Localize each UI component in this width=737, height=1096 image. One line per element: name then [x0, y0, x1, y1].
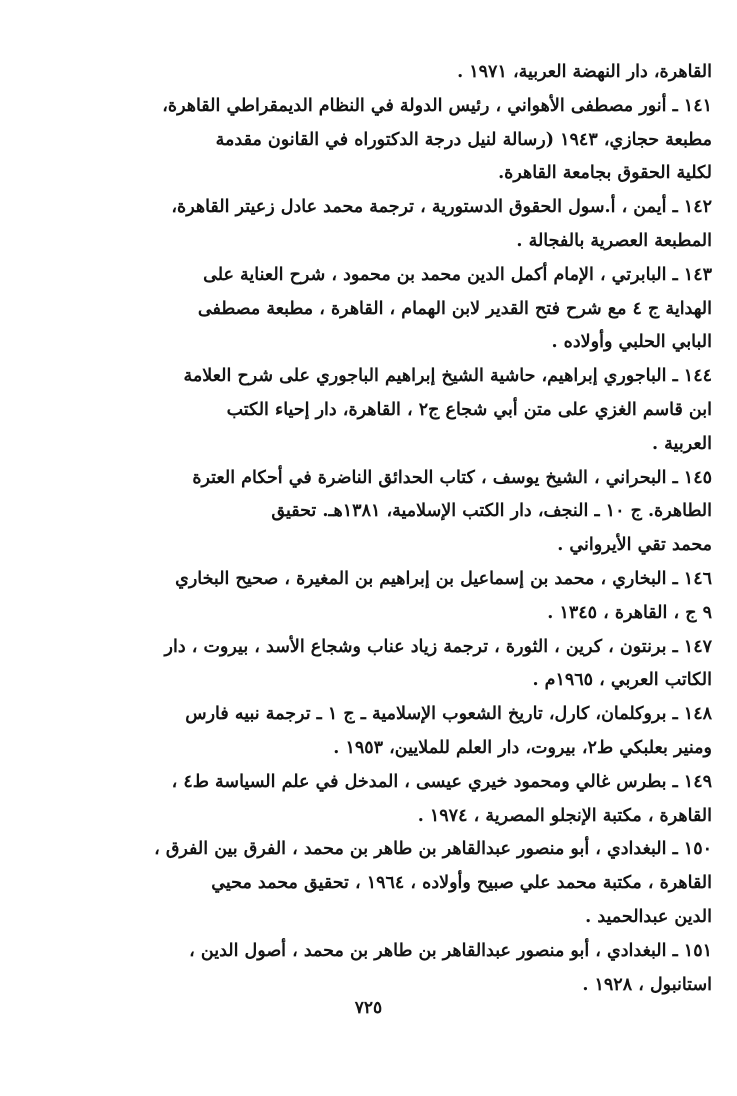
bibliography-entry [124, 259, 712, 360]
entry-first-line: ١٤٢ ـ أيمن ، أ.سول الحقوق الدستورية ، ترجمة محمد عادل زعيتر القاهرة، [171, 197, 712, 218]
bibliography-entry [124, 631, 712, 699]
bibliography-entry [124, 462, 712, 563]
entry-first-line: ١٥١ ـ البغدادي ، أبو منصور عبدالقاهر بن طاهر بن محمد ، أصول الدين ، [189, 940, 712, 961]
entry-first-line: ١٤٥ ـ البحراني ، الشيخ يوسف ، كتاب الحدائق الناضرة في أحكام العترة [192, 467, 712, 488]
bibliography-entry [124, 563, 712, 631]
entry-first-line: ١٥٠ ـ البغدادي ، أبو منصور عبدالقاهر بن طاهر بن محمد ، الفرق بين الفرق ، [154, 839, 712, 860]
bibliography-entry [124, 90, 712, 191]
bibliography-entry [124, 698, 712, 766]
entry-first-line: ١٤٧ ـ برنتون ، كرين ، الثورة ، ترجمة زياد عناب وشجاع الأسد ، بيروت ، دار [164, 636, 712, 657]
entry-first-line: ١٤٩ ـ بطرس غالي ومحمود خيري عيسى ، المدخل في علم السياسة ط٤ ، [171, 771, 712, 792]
entry-continuation-line: المطبعة العصرية بالفجالة . [516, 230, 712, 251]
page-number: ٧٢٥ [354, 998, 383, 1018]
entry-first-line: ١٤٨ ـ بروكلمان، كارل، تاريخ الشعوب الإسلامية ـ ج ١ ـ ترجمة نبيه فارس [185, 704, 712, 725]
entry-continuation-line: العربية . [651, 433, 712, 454]
text-line: القاهرة، دار النهضة العربية، ١٩٧١ . [457, 62, 712, 82]
entry-continuation-line: الدين عبدالحميد . [585, 906, 712, 927]
bibliography-entry [124, 360, 712, 461]
bibliography-list [124, 56, 712, 1002]
bibliography-entry [124, 833, 712, 934]
continued-entry [124, 56, 712, 90]
entry-continuation-line: لكلية الحقوق بجامعة القاهرة. [498, 163, 712, 184]
entry-continuation-line: ومنير بعلبكي ط٢، بيروت، دار العلم للملايين، ١٩٥٣ . [333, 737, 712, 758]
entry-continuation-line: مطبعة حجازي، ١٩٤٣ (رسالة لنيل درجة الدكتوراه في القانون مقدمة [215, 129, 712, 150]
entry-first-line: ١٤٣ ـ البابرتي ، الإمام أكمل الدين محمد بن محمود ، شرح العناية على [203, 264, 712, 285]
bibliography-entry [124, 935, 712, 1003]
entry-continuation-line: القاهرة ، مكتبة الإنجلو المصرية ، ١٩٧٤ . [417, 805, 712, 826]
entry-continuation-line: الطاهرة. ج ١٠ ـ النجف، دار الكتب الإسلامية، ١٣٨١هـ. تحقيق [271, 501, 712, 522]
entry-continuation-line: ابن قاسم الغزي على متن أبي شجاع ج٢ ، القاهرة، دار إحياء الكتب [226, 399, 712, 420]
entry-continuation-line: ٩ ج ، القاهرة ، ١٣٤٥ . [547, 602, 712, 623]
entry-continuation-line: الكاتب العربي ، ١٩٦٥م . [532, 670, 712, 691]
entry-first-line: ١٤٤ ـ الباجوري إبراهيم، حاشية الشيخ إبراهيم الباجوري على شرح العلامة [183, 366, 712, 387]
entry-first-line: ١٤١ ـ أنور مصطفى الأهواني ، رئيس الدولة في النظام الديمقراطي القاهرة، [162, 95, 712, 116]
entry-continuation-line: الهداية ج ٤ مع شرح فتح القدير لابن الهمام ، القاهرة ، مطبعة مصطفى [197, 298, 712, 319]
entry-continuation-line: استانبول ، ١٩٢٨ . [582, 974, 712, 995]
bibliography-entry [124, 191, 712, 259]
entry-continuation-line: البابي الحلبي وأولاده . [551, 332, 712, 353]
entry-first-line: ١٤٦ ـ البخاري ، محمد بن إسماعيل بن إبراهيم بن المغيرة ، صحيح البخاري [175, 568, 712, 589]
bibliography-entry [124, 766, 712, 834]
entry-continuation-line: محمد تقي الأيرواني . [557, 535, 712, 556]
entry-continuation-line: القاهرة ، مكتبة محمد علي صبيح وأولاده ، ١٩٦٤ ، تحقيق محمد محيي [211, 873, 712, 894]
